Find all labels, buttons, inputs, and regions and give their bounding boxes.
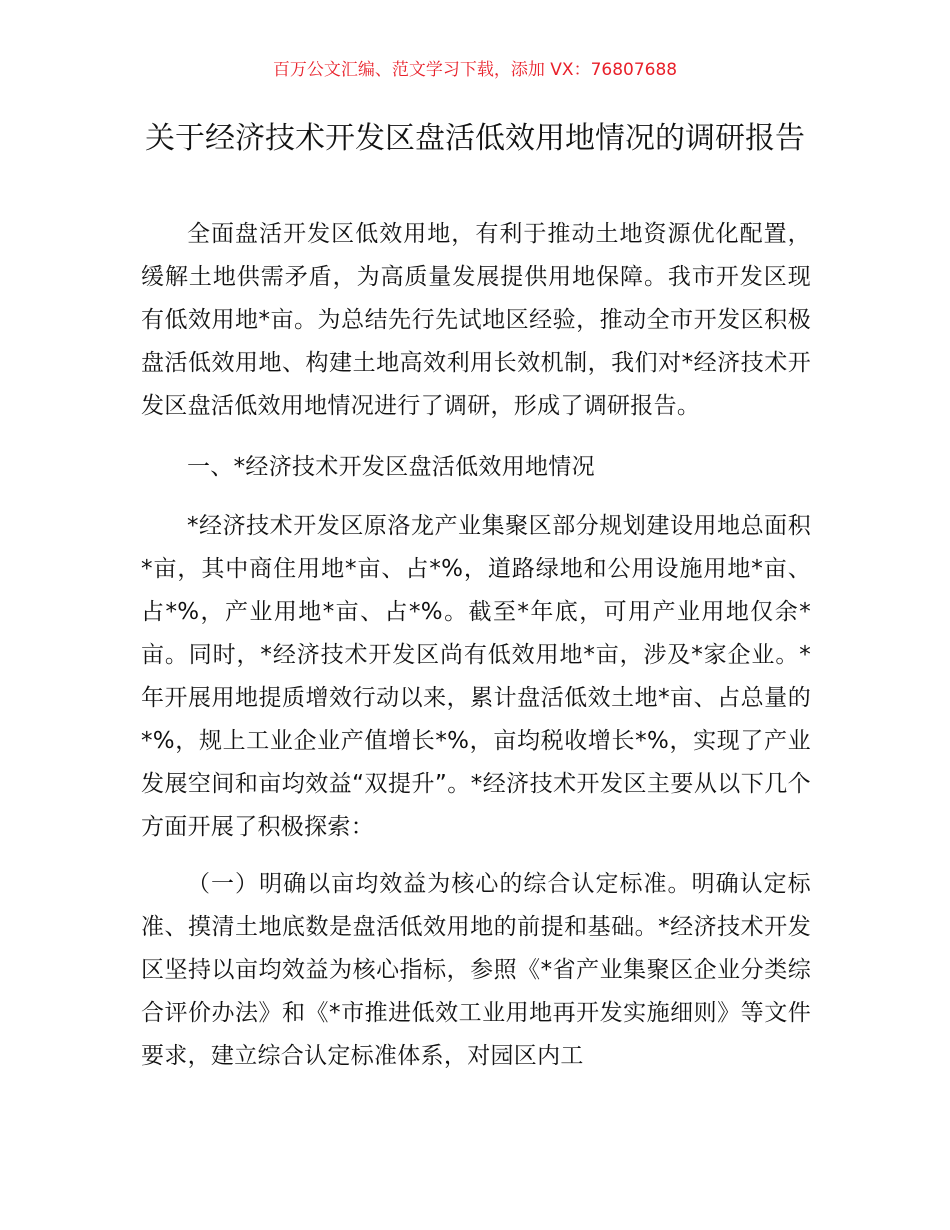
page-title: 关于经济技术开发区盘活低效用地情况的调研报告 — [145, 121, 805, 156]
document-body — [141, 213, 811, 1080]
download-banner: 百万公文汇编、范文学习下载，添加 VX：76807688 — [272, 60, 678, 80]
subsection-paragraph: （一）明确以亩均效益为核心的综合认定标准。明确认定标准、摸清土地底数是盘活低效用地的前提和基础。*经济技术开发区坚持以亩均效益为核心指标，参照《*省产业集聚区企业分类综合评价办法》和《*市推进低效工业用地再开发实施细则》等文件要求，建立综合认定标准体系，对园区内工 — [141, 871, 811, 1069]
section-heading: 一、*经济技术开发区盘活低效用地情况 — [187, 454, 595, 480]
situation-paragraph: *经济技术开发区原洛龙产业集聚区部分规划建设用地总面积*亩，其中商住用地*亩、占*%，道路绿地和公用设施用地*亩、占*%，产业用地*亩、占*%。截至*年底，可用产业用地仅余*亩。同时，*经济技术开发区尚有低效用地*亩，涉及*家企业。*年开展用地提质增效行动以来，累计盘活低效土地*亩、占总量的*%，规上工业企业产值增长*%，亩均税收增长*%，实现了产业发展空间和亩均效益“双提升”。*经济技术开发区主要从以下几个方面开展了积极探索： — [141, 513, 811, 840]
intro-paragraph: 全面盘活开发区低效用地，有利于推动土地资源优化配置，缓解土地供需矛盾，为高质量发展提供用地保障。我市开发区现有低效用地*亩。为总结先行先试地区经验，推动全市开发区积极盘活低效用地、构建土地高效利用长效机制，我们对*经济技术开发区盘活低效用地情况进行了调研，形成了调研报告。 — [141, 221, 811, 419]
